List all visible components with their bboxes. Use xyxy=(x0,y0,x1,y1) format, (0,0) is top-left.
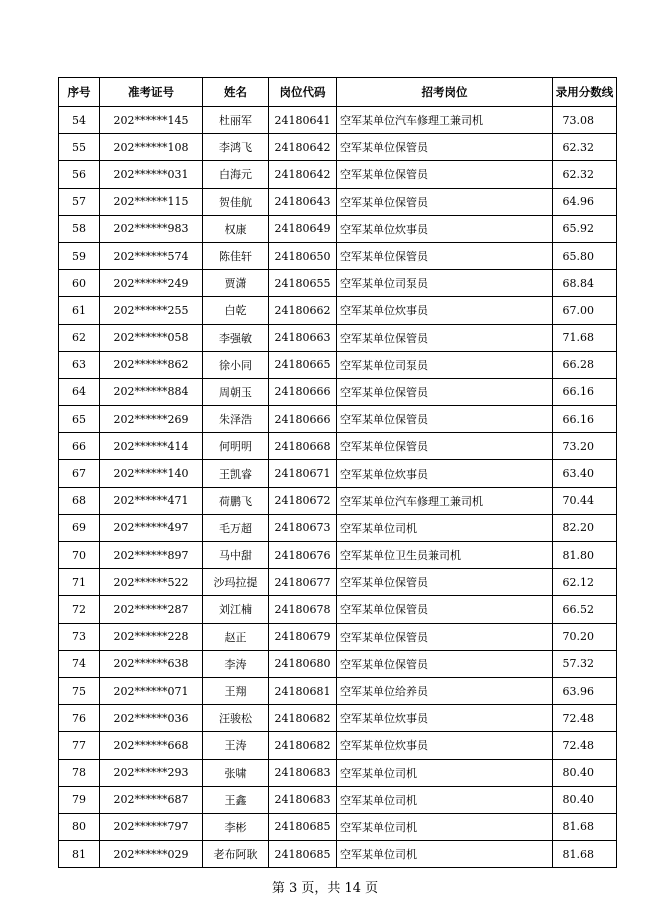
cell-index: 57 xyxy=(59,188,100,215)
cell-score: 81.80 xyxy=(553,542,617,569)
cell-post: 空军某单位炊事员 xyxy=(337,732,553,759)
table-row xyxy=(59,324,617,351)
cell-index: 78 xyxy=(59,759,100,786)
cell-post-code: 24180663 xyxy=(269,324,337,351)
header-post-code: 岗位代码 xyxy=(269,78,337,107)
cell-name: 刘江楠 xyxy=(203,596,269,623)
cell-score: 71.68 xyxy=(553,324,617,351)
cell-exam-number: 202******145 xyxy=(100,107,203,134)
cell-post-code: 24180642 xyxy=(269,134,337,161)
cell-exam-number: 202******668 xyxy=(100,732,203,759)
cell-post: 空军某单位保管员 xyxy=(337,161,553,188)
cell-post-code: 24180666 xyxy=(269,406,337,433)
cell-score: 62.32 xyxy=(553,161,617,188)
table-row xyxy=(59,623,617,650)
cell-index: 61 xyxy=(59,297,100,324)
cell-post: 空军某单位保管员 xyxy=(337,242,553,269)
cell-post-code: 24180673 xyxy=(269,514,337,541)
table-row xyxy=(59,487,617,514)
cell-score: 64.96 xyxy=(553,188,617,215)
cell-exam-number: 202******249 xyxy=(100,270,203,297)
cell-name: 赵正 xyxy=(203,623,269,650)
cell-post-code: 24180665 xyxy=(269,351,337,378)
table-row xyxy=(59,677,617,704)
page-footer: 第 3 页，共 14 页 xyxy=(271,881,379,896)
cell-exam-number: 202******287 xyxy=(100,596,203,623)
cell-name: 何明明 xyxy=(203,433,269,460)
cell-score: 82.20 xyxy=(553,514,617,541)
cell-exam-number: 202******115 xyxy=(100,188,203,215)
cell-post: 空军某单位保管员 xyxy=(337,324,553,351)
cell-post: 空军某单位炊事员 xyxy=(337,460,553,487)
cell-index: 55 xyxy=(59,134,100,161)
cell-index: 74 xyxy=(59,650,100,677)
cell-post: 空军某单位保管员 xyxy=(337,378,553,405)
table-row xyxy=(59,813,617,840)
cell-name: 马中甜 xyxy=(203,542,269,569)
cell-post: 空军某单位保管员 xyxy=(337,433,553,460)
table-row xyxy=(59,460,617,487)
cell-index: 56 xyxy=(59,161,100,188)
cell-index: 67 xyxy=(59,460,100,487)
cell-post: 空军某单位保管员 xyxy=(337,134,553,161)
cell-post-code: 24180683 xyxy=(269,759,337,786)
cell-post: 空军某单位保管员 xyxy=(337,569,553,596)
cell-score: 66.16 xyxy=(553,378,617,405)
cell-post: 空军某单位炊事员 xyxy=(337,215,553,242)
cell-exam-number: 202******687 xyxy=(100,786,203,813)
cell-post: 空军某单位司机 xyxy=(337,759,553,786)
cell-post: 空军某单位汽车修理工兼司机 xyxy=(337,487,553,514)
cell-post-code: 24180685 xyxy=(269,841,337,868)
cell-post: 空军某单位司泵员 xyxy=(337,351,553,378)
cell-exam-number: 202******031 xyxy=(100,161,203,188)
cell-name: 周朝玉 xyxy=(203,378,269,405)
cell-exam-number: 202******029 xyxy=(100,841,203,868)
table-row xyxy=(59,786,617,813)
header-exam-number: 准考证号 xyxy=(100,78,203,107)
cell-post-code: 24180682 xyxy=(269,705,337,732)
cell-exam-number: 202******269 xyxy=(100,406,203,433)
cell-post-code: 24180662 xyxy=(269,297,337,324)
cell-score: 80.40 xyxy=(553,759,617,786)
table-row xyxy=(59,406,617,433)
cell-post-code: 24180649 xyxy=(269,215,337,242)
cell-name: 老布阿耿 xyxy=(203,841,269,868)
cell-exam-number: 202******071 xyxy=(100,677,203,704)
header-name: 姓名 xyxy=(203,78,269,107)
table-row xyxy=(59,134,617,161)
table-row xyxy=(59,705,617,732)
cell-exam-number: 202******574 xyxy=(100,242,203,269)
table-row xyxy=(59,569,617,596)
cell-index: 64 xyxy=(59,378,100,405)
cell-exam-number: 202******414 xyxy=(100,433,203,460)
table-row xyxy=(59,297,617,324)
cell-name: 王凯睿 xyxy=(203,460,269,487)
cell-score: 68.84 xyxy=(553,270,617,297)
cell-name: 李鸿飞 xyxy=(203,134,269,161)
cell-index: 59 xyxy=(59,242,100,269)
cell-score: 73.08 xyxy=(553,107,617,134)
table-row xyxy=(59,650,617,677)
cell-name: 白乾 xyxy=(203,297,269,324)
cell-name: 徐小同 xyxy=(203,351,269,378)
cell-index: 80 xyxy=(59,813,100,840)
cell-score: 70.44 xyxy=(553,487,617,514)
cell-post-code: 24180655 xyxy=(269,270,337,297)
table-row xyxy=(59,215,617,242)
cell-index: 81 xyxy=(59,841,100,868)
cell-exam-number: 202******884 xyxy=(100,378,203,405)
table-row xyxy=(59,270,617,297)
cell-exam-number: 202******522 xyxy=(100,569,203,596)
cell-score: 81.68 xyxy=(553,841,617,868)
cell-post: 空军某单位司机 xyxy=(337,514,553,541)
cell-index: 76 xyxy=(59,705,100,732)
cell-index: 75 xyxy=(59,677,100,704)
cell-name: 陈佳轩 xyxy=(203,242,269,269)
cell-score: 62.32 xyxy=(553,134,617,161)
cell-name: 朱泽浩 xyxy=(203,406,269,433)
cell-index: 79 xyxy=(59,786,100,813)
cell-index: 65 xyxy=(59,406,100,433)
cell-post: 空军某单位保管员 xyxy=(337,623,553,650)
cell-index: 69 xyxy=(59,514,100,541)
cell-index: 70 xyxy=(59,542,100,569)
cell-index: 66 xyxy=(59,433,100,460)
cell-post: 空军某单位司机 xyxy=(337,841,553,868)
cell-index: 58 xyxy=(59,215,100,242)
cell-post: 空军某单位司机 xyxy=(337,786,553,813)
cell-post-code: 24180682 xyxy=(269,732,337,759)
cell-score: 62.12 xyxy=(553,569,617,596)
cell-name: 白海元 xyxy=(203,161,269,188)
cell-exam-number: 202******255 xyxy=(100,297,203,324)
cell-post: 空军某单位司泵员 xyxy=(337,270,553,297)
table-row xyxy=(59,242,617,269)
cell-post-code: 24180676 xyxy=(269,542,337,569)
cell-post-code: 24180672 xyxy=(269,487,337,514)
cell-score: 70.20 xyxy=(553,623,617,650)
table-row xyxy=(59,378,617,405)
cell-index: 77 xyxy=(59,732,100,759)
cell-post-code: 24180642 xyxy=(269,161,337,188)
table-row xyxy=(59,841,617,868)
cell-post: 空军某单位保管员 xyxy=(337,406,553,433)
cell-name: 荷鹏飞 xyxy=(203,487,269,514)
cell-name: 李彬 xyxy=(203,813,269,840)
cell-exam-number: 202******797 xyxy=(100,813,203,840)
cell-post-code: 24180671 xyxy=(269,460,337,487)
cell-post: 空军某单位炊事员 xyxy=(337,705,553,732)
cell-exam-number: 202******897 xyxy=(100,542,203,569)
cell-exam-number: 202******140 xyxy=(100,460,203,487)
cell-score: 66.28 xyxy=(553,351,617,378)
cell-score: 72.48 xyxy=(553,705,617,732)
header-index: 序号 xyxy=(59,78,100,107)
table-row xyxy=(59,514,617,541)
cell-name: 汪骏松 xyxy=(203,705,269,732)
cell-score: 63.40 xyxy=(553,460,617,487)
cell-name: 王翔 xyxy=(203,677,269,704)
cell-name: 王鑫 xyxy=(203,786,269,813)
cell-exam-number: 202******638 xyxy=(100,650,203,677)
cell-post-code: 24180650 xyxy=(269,242,337,269)
cell-exam-number: 202******228 xyxy=(100,623,203,650)
cell-score: 65.80 xyxy=(553,242,617,269)
cell-name: 杜丽军 xyxy=(203,107,269,134)
cell-name: 贾潇 xyxy=(203,270,269,297)
table-row xyxy=(59,759,617,786)
cell-exam-number: 202******108 xyxy=(100,134,203,161)
table-header-row xyxy=(59,78,617,107)
cell-post: 空军某单位炊事员 xyxy=(337,297,553,324)
table-row xyxy=(59,351,617,378)
cell-post-code: 24180641 xyxy=(269,107,337,134)
cell-index: 63 xyxy=(59,351,100,378)
cell-exam-number: 202******471 xyxy=(100,487,203,514)
cell-post-code: 24180681 xyxy=(269,677,337,704)
cell-name: 王涛 xyxy=(203,732,269,759)
cell-score: 66.16 xyxy=(553,406,617,433)
cell-post: 空军某单位给养员 xyxy=(337,677,553,704)
cell-name: 权康 xyxy=(203,215,269,242)
cell-name: 沙玛拉提 xyxy=(203,569,269,596)
header-score-line: 录用分数线 xyxy=(553,78,617,107)
cell-index: 62 xyxy=(59,324,100,351)
cell-post-code: 24180678 xyxy=(269,596,337,623)
cell-index: 68 xyxy=(59,487,100,514)
cell-post: 空军某单位卫生员兼司机 xyxy=(337,542,553,569)
cell-score: 66.52 xyxy=(553,596,617,623)
cell-index: 71 xyxy=(59,569,100,596)
table-row xyxy=(59,107,617,134)
cell-post: 空军某单位汽车修理工兼司机 xyxy=(337,107,553,134)
cell-post-code: 24180685 xyxy=(269,813,337,840)
cell-index: 54 xyxy=(59,107,100,134)
cell-post-code: 24180666 xyxy=(269,378,337,405)
table-row xyxy=(59,596,617,623)
cell-exam-number: 202******983 xyxy=(100,215,203,242)
cell-score: 73.20 xyxy=(553,433,617,460)
cell-name: 李强敏 xyxy=(203,324,269,351)
cell-exam-number: 202******293 xyxy=(100,759,203,786)
cell-post: 空军某单位保管员 xyxy=(337,650,553,677)
cell-post-code: 24180680 xyxy=(269,650,337,677)
table-row xyxy=(59,433,617,460)
cell-score: 65.92 xyxy=(553,215,617,242)
table-row xyxy=(59,542,617,569)
cell-post-code: 24180683 xyxy=(269,786,337,813)
cell-score: 63.96 xyxy=(553,677,617,704)
cell-name: 贺佳航 xyxy=(203,188,269,215)
table-row xyxy=(59,161,617,188)
cell-score: 57.32 xyxy=(553,650,617,677)
header-post: 招考岗位 xyxy=(337,78,553,107)
cell-index: 60 xyxy=(59,270,100,297)
cell-post-code: 24180643 xyxy=(269,188,337,215)
cell-name: 李涛 xyxy=(203,650,269,677)
cell-post: 空军某单位保管员 xyxy=(337,188,553,215)
cell-score: 72.48 xyxy=(553,732,617,759)
cell-name: 张啸 xyxy=(203,759,269,786)
cell-index: 73 xyxy=(59,623,100,650)
cell-index: 72 xyxy=(59,596,100,623)
cell-exam-number: 202******862 xyxy=(100,351,203,378)
table-row xyxy=(59,188,617,215)
table-row xyxy=(59,732,617,759)
cell-score: 81.68 xyxy=(553,813,617,840)
cell-score: 80.40 xyxy=(553,786,617,813)
cell-name: 毛万超 xyxy=(203,514,269,541)
cell-score: 67.00 xyxy=(553,297,617,324)
cell-post-code: 24180679 xyxy=(269,623,337,650)
cell-exam-number: 202******058 xyxy=(100,324,203,351)
cell-post-code: 24180668 xyxy=(269,433,337,460)
cell-exam-number: 202******036 xyxy=(100,705,203,732)
cell-post-code: 24180677 xyxy=(269,569,337,596)
cell-post: 空军某单位司机 xyxy=(337,813,553,840)
admission-score-table xyxy=(58,77,617,868)
cell-exam-number: 202******497 xyxy=(100,514,203,541)
cell-post: 空军某单位保管员 xyxy=(337,596,553,623)
